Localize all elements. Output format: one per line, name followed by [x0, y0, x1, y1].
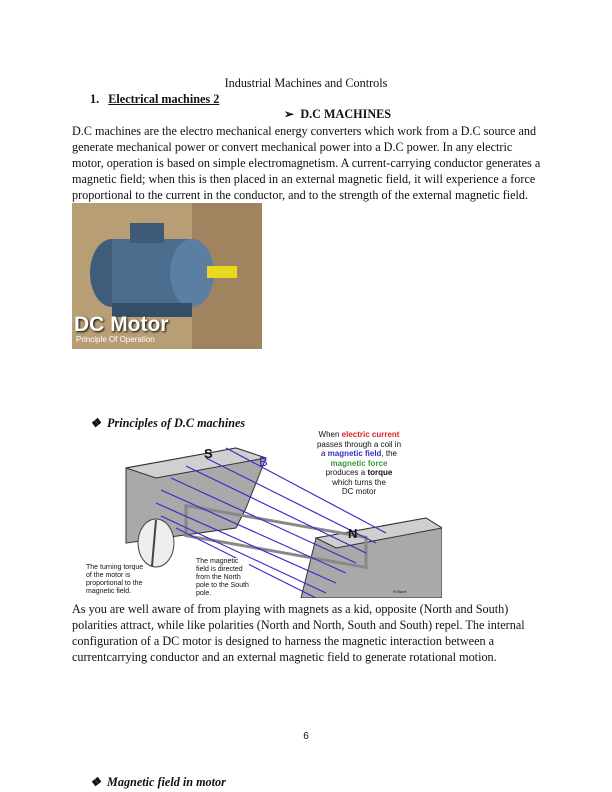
- dc-motor-diagram: [86, 428, 442, 598]
- diagram-credit: R Nave: [393, 589, 407, 594]
- text-line: As you are well aware of from playing with magnets as a kid, opposite (North and South): [72, 602, 509, 616]
- field-label: B: [259, 454, 268, 469]
- text-line: D.C machines are the electro mechanical energy converters which work from a D.C source and: [72, 124, 537, 138]
- section-number: 1.: [90, 92, 100, 106]
- photo-subtitle: Principle Of Operation: [76, 335, 155, 344]
- text-line: generate mechanical power or convert mechanical power into a D.C power. In any electric: [72, 140, 513, 154]
- diamond-bullet-icon: ❖: [90, 775, 101, 789]
- north-pole-label: N: [348, 526, 358, 541]
- text-line: polarities attract, while like polarities (North and North, South and South) repel. The internal: [72, 618, 525, 632]
- intro-paragraph: [72, 123, 540, 203]
- arrow-bullet-icon: ➢: [284, 107, 295, 121]
- polarity-paragraph: [72, 601, 525, 665]
- magnetic-field-title: Magnetic field in motor: [107, 775, 226, 789]
- subsection-title: D.C MACHINES: [300, 107, 392, 121]
- page-header: Industrial Machines and Controls: [224, 76, 388, 90]
- text-line: currentcarrying conductor and an external magnetic field to generate rotational motion.: [72, 650, 497, 664]
- text-line: motor, operation is based on simple electromagnetism. A current-carrying conductor generates a: [72, 156, 541, 170]
- dc-motor-photo: [72, 203, 262, 349]
- diagram-callout: When electric current passes through a coil in a magnetic field, the magnetic force produces a torque which turns the DC motor: [316, 430, 402, 496]
- magnetic-field-heading: [90, 774, 226, 790]
- diamond-bullet-icon: ❖: [90, 416, 101, 430]
- principles-title: Principles of D.C machines: [107, 416, 246, 430]
- subsection-heading: [284, 106, 391, 122]
- photo-title: DC Motor: [74, 313, 169, 336]
- text-line: magnetic field; when this is then placed in an external magnetic field, it will experience a force: [72, 172, 536, 186]
- text-line: configuration of a DC motor is designed to harness the magnetic interaction between a: [72, 634, 495, 648]
- section-title: Electrical machines 2: [108, 92, 220, 106]
- section-heading: [90, 91, 219, 107]
- torque-note: The turning torque of the motor is proportional to the magnetic field.: [86, 564, 144, 595]
- field-note: The magnetic field is directed from the North pole to the South pole.: [196, 558, 249, 597]
- south-pole-label: S: [204, 446, 213, 461]
- text-line: proportional to the current in the conductor, and to the strength of the external magnetic field.: [72, 188, 529, 202]
- page-number: 6: [303, 731, 309, 742]
